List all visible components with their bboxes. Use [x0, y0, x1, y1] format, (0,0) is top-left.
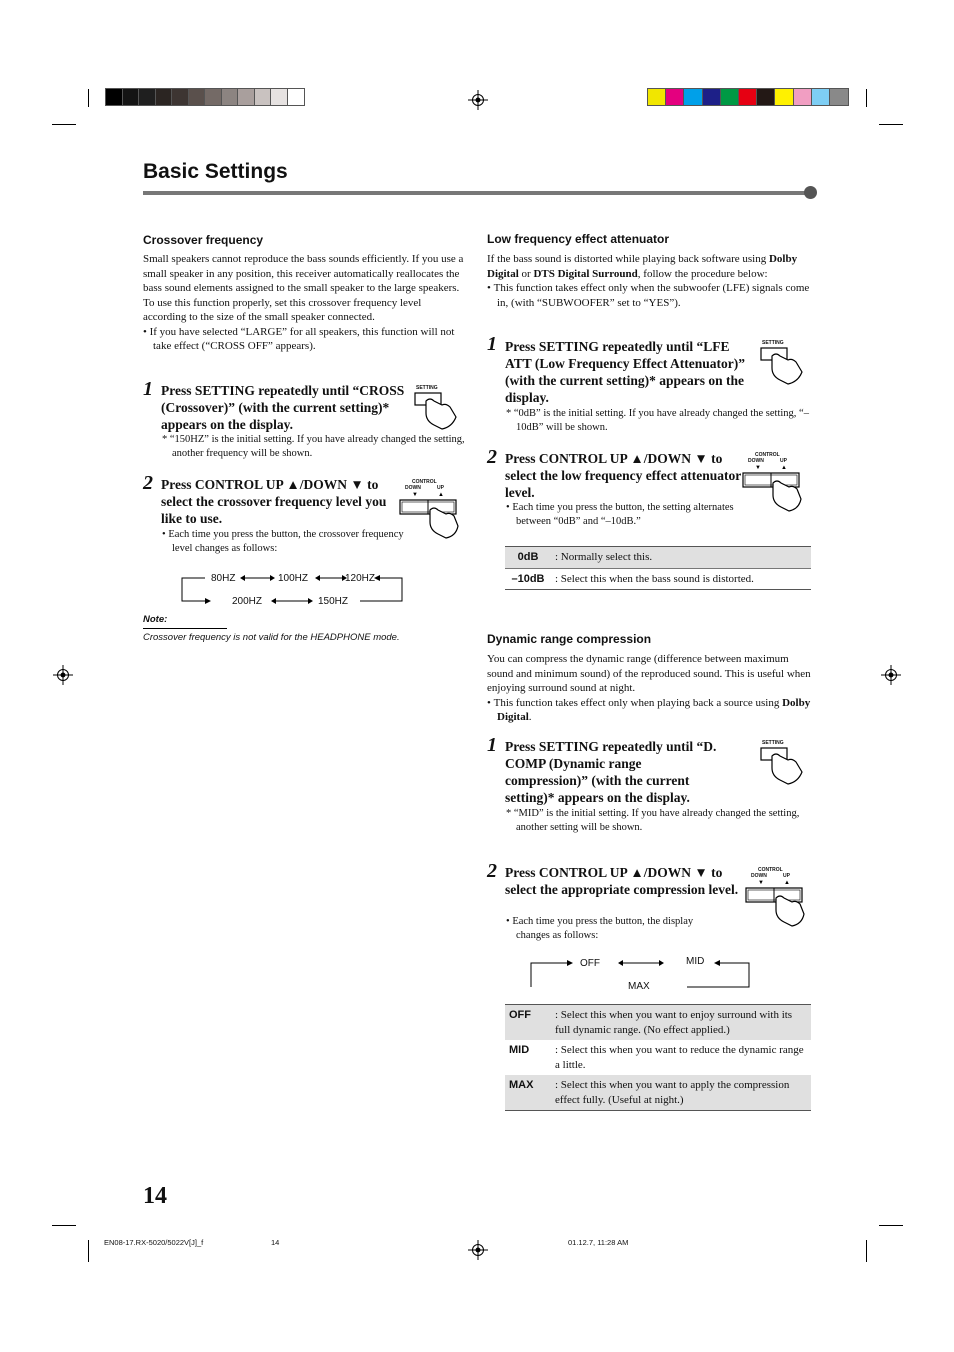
option-desc: : Select this when you want to apply the compression effect fully. (Useful at night.): [555, 1079, 790, 1106]
color-swatch: [106, 89, 123, 105]
color-swatch: [156, 89, 173, 105]
note-rule: [143, 628, 227, 629]
color-swatch: [255, 89, 272, 105]
title-rule-dot: [804, 186, 817, 199]
color-swatch: [830, 89, 848, 105]
crossover-cycle-diagram: [180, 570, 410, 610]
lfe-bullet: • This function takes effect only when the subwoofer (LFE) signals come in, (with “SUBWOOFER” set to “YES”).: [487, 282, 810, 309]
crop-mark: [88, 89, 89, 107]
crossover-paragraph: To use this function properly, set this crossover frequency level according to the size of the small speaker connected.: [143, 296, 422, 323]
crop-mark: [866, 89, 867, 107]
crossover-heading: Crossover frequency: [143, 233, 264, 247]
color-swatch: [288, 89, 305, 105]
crossover-step1: Press SETTING repeatedly until “CROSS (Crossover)” (with the current setting)* appears on the display.: [161, 383, 405, 432]
crossover-intro: [143, 252, 465, 354]
drc-intro: You can compress the dynamic range (difference between maximum sound and minimum sound) of the reproduced sound. This is useful when enjoying surround sound at night. • This function takes effect only when playing back a source using Dolby Digital.: [487, 653, 811, 723]
option-key: 0dB: [517, 551, 539, 563]
drc-bullet: • This function takes effect only when playing back a source using Dolby Digital.: [487, 696, 811, 723]
color-swatch: [666, 89, 684, 105]
note-text: Crossover frequency is not valid for the HEADPHONE mode.: [143, 632, 400, 643]
footer-file: EN08-17.RX-5020/5022V[J]_f: [104, 1238, 204, 1247]
page-title: Basic Settings: [143, 160, 288, 183]
step-number: 1: [143, 378, 153, 400]
color-swatch: [648, 89, 666, 105]
drc-cycle-diagram: [527, 953, 757, 995]
cycle-value: MAX: [628, 981, 650, 992]
crossover-bullet: • If you have selected “LARGE” for all speakers, this function will not take effect (“CROSS OFF” appears).: [143, 325, 455, 352]
cycle-value: 100HZ: [278, 573, 309, 584]
crop-mark: [866, 1240, 867, 1262]
step-number: 1: [487, 333, 497, 355]
color-swatch: [812, 89, 830, 105]
color-swatch: [205, 89, 222, 105]
option-desc: : Select this when you want to reduce the dynamic range a little.: [555, 1044, 804, 1071]
crop-mark: [879, 124, 903, 125]
option-desc: : Normally select this.: [555, 551, 653, 563]
crossover-paragraph: Small speakers cannot reproduce the bass sounds efficiently. If you use a small speaker in any position, this receiver automatically reallocates the bass sound elements assigned to the small speaker to the large speakers.: [143, 253, 464, 294]
color-swatch: [684, 89, 702, 105]
option-desc: : Select this when the bass sound is distorted.: [555, 572, 754, 585]
color-swatch: [721, 89, 739, 105]
registration-target-icon: [468, 1240, 488, 1260]
table-row: [505, 547, 811, 569]
cycle-value: 150HZ: [318, 596, 349, 607]
crop-mark: [88, 1240, 89, 1262]
color-swatch: [123, 89, 140, 105]
cycle-value: MID: [686, 956, 705, 967]
color-swatch: [703, 89, 721, 105]
crop-mark: [879, 1225, 903, 1226]
svg-text:▼: ▼: [758, 880, 764, 886]
footer-date: 01.12.7, 11:28 AM: [568, 1238, 629, 1247]
color-swatch: [794, 89, 812, 105]
crossover-step2: Press CONTROL UP ▲/DOWN ▼ to select the crossover frequency level you like to use.: [161, 477, 387, 526]
svg-text:▼: ▼: [755, 465, 761, 471]
lfe-step2: Press CONTROL UP ▲/DOWN ▼ to select the low frequency effect attenuator level.: [505, 451, 742, 500]
color-swatch: [222, 89, 239, 105]
crop-mark: [52, 124, 76, 125]
registration-target-icon: [53, 665, 73, 685]
lfe-step1: Press SETTING repeatedly until “LFE ATT (Low Frequency Effect Attenuator)” (with the current setting)* appears on the display.: [505, 339, 745, 405]
color-swatch: [757, 89, 775, 105]
cycle-value: 80HZ: [211, 573, 236, 584]
drc-step2-bullet: • Each time you press the button, the display changes as follows:: [506, 916, 694, 941]
color-swatch: [739, 89, 757, 105]
cycle-value: 120HZ: [345, 573, 376, 584]
page-number: 14: [143, 1183, 167, 1209]
note-label: Note:: [143, 614, 168, 625]
lfe-options-table: [505, 546, 811, 590]
color-swatch: [172, 89, 189, 105]
lfe-heading: Low frequency effect attenuator: [487, 232, 670, 246]
table-row: [505, 1005, 811, 1041]
step-number: 2: [487, 860, 497, 882]
title-rule: [143, 191, 809, 195]
lfe-step1-note: * “0dB” is the initial setting. If you have already changed the setting, “–10dB” will be shown.: [506, 408, 809, 433]
registration-target-icon: [468, 90, 488, 110]
svg-text:▲: ▲: [784, 880, 790, 886]
color-swatch: [775, 89, 793, 105]
step-number: 2: [487, 446, 497, 468]
step-number: 2: [143, 472, 153, 494]
crossover-step2-bullet: • Each time you press the button, the crossover frequency level changes as follows:: [162, 529, 404, 554]
svg-text:▼: ▼: [412, 492, 418, 498]
table-row: [505, 1075, 811, 1111]
drc-options-table: [505, 1004, 811, 1111]
lfe-intro: If the bass sound is distorted while playing back software using Dolby Digital or DTS Digital Surround, follow the procedure below: • This function takes effect only when the subwoofer (LFE) signals come in, (with “SUBWOOFER” set to “YES”).: [487, 253, 810, 309]
cycle-value: 200HZ: [232, 596, 263, 607]
crossover-step1-note: * “150HZ” is the initial setting. If you have already changed the setting, another frequency will be shown.: [162, 434, 465, 459]
lfe-step2-bullet: • Each time you press the button, the setting alternates between “0dB” and “–10dB.”: [506, 502, 734, 527]
registration-target-icon: [881, 665, 901, 685]
color-swatch: [238, 89, 255, 105]
color-swatch: [139, 89, 156, 105]
drc-step1: Press SETTING repeatedly until “D. COMP (Dynamic range compression)” (with the current setting)* appears on the display.: [505, 739, 717, 805]
drc-step1-note: * “MID” is the initial setting. If you have already changed the setting, another setting will be shown.: [506, 808, 800, 833]
option-key: MID: [509, 1044, 530, 1056]
option-key: –10dB: [511, 572, 545, 585]
drc-heading: Dynamic range compression: [487, 632, 652, 646]
color-swatch: [189, 89, 206, 105]
footer-page: 14: [271, 1238, 280, 1247]
crop-mark: [52, 1225, 76, 1226]
drc-step2: Press CONTROL UP ▲/DOWN ▼ to select the appropriate compression level.: [505, 865, 739, 897]
svg-text:▲: ▲: [438, 492, 444, 498]
step-number: 1: [487, 734, 497, 756]
table-row: [505, 568, 811, 590]
svg-text:▲: ▲: [781, 465, 787, 471]
table-row: [505, 1040, 811, 1075]
option-key: MAX: [509, 1079, 534, 1091]
option-key: OFF: [509, 1009, 531, 1021]
option-desc: : Select this when you want to enjoy surround with its full dynamic range. (No effect applied.): [555, 1009, 793, 1036]
cycle-value: OFF: [580, 958, 600, 969]
color-swatch: [271, 89, 288, 105]
